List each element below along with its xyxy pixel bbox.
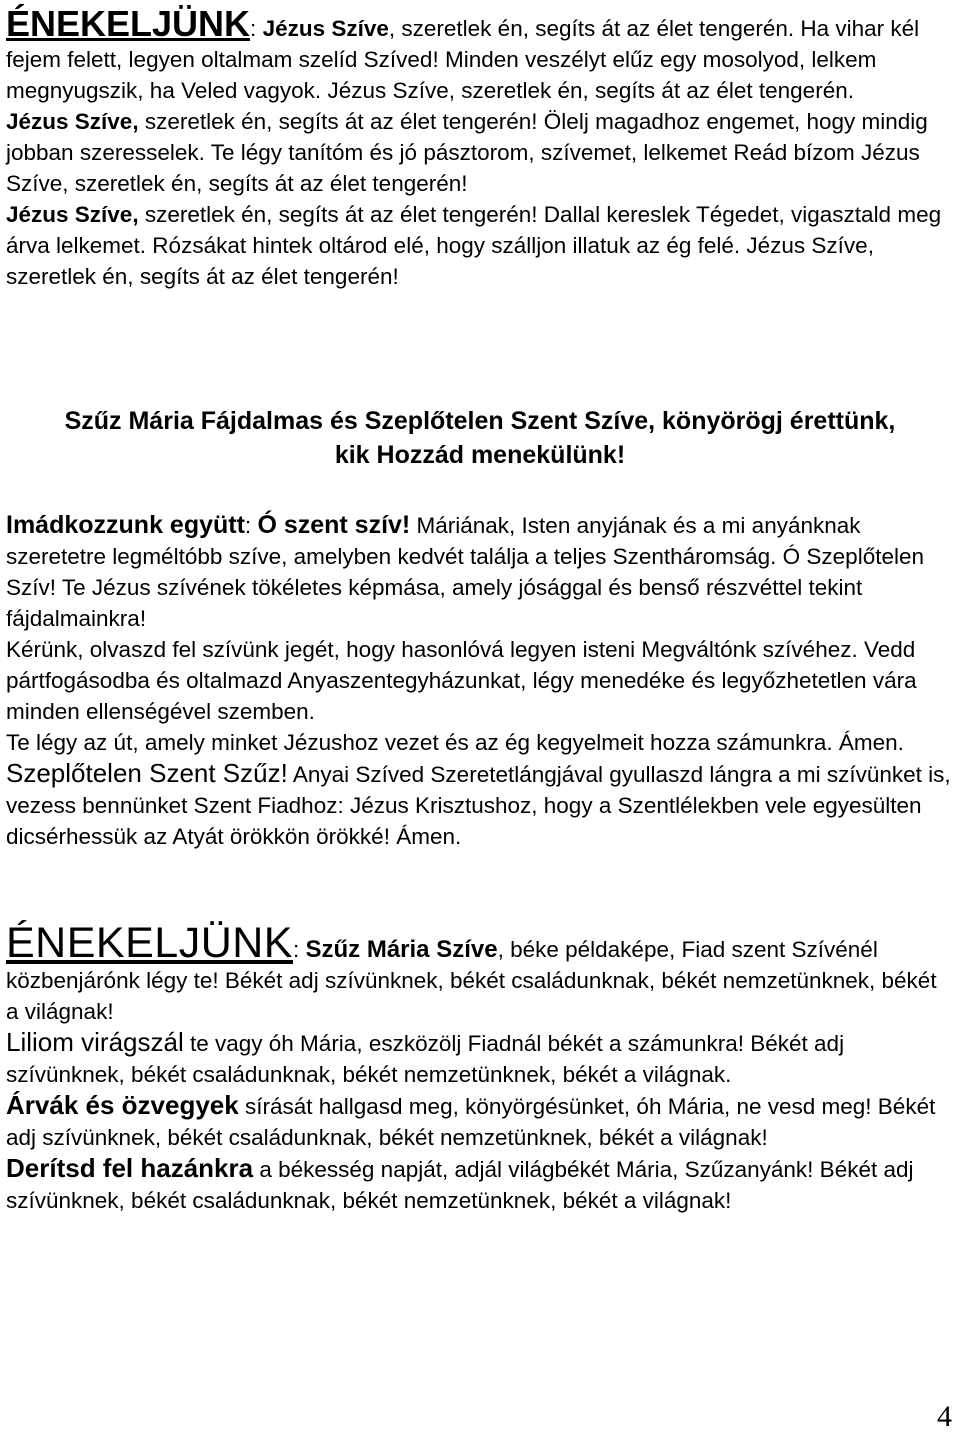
heading-colon: : <box>292 937 306 962</box>
prayer-text: Máriának, Isten anyjának és a mi anyánknak szeretetre legméltóbb szíve, amelyben kedvét találja a teljes Szentháromság. Ó Szeplőtelen Szív! Te Jézus szívének tökéletes képmása, amely jósággal és benső részvéttel tekint fájdalmainkra! <box>6 513 924 631</box>
song-text: szeretlek én, segíts át az élet tengerén! Ölelj magadhoz engemet, hogy mindig jobban szeresselek. Te légy tanítóm és jó pásztorom, szívemet, lelkemet Reád bízom Jézus Szíve, szeretlek én, segíts át az élet tengerén! <box>6 109 928 196</box>
emphasis-text: Jézus Szíve, <box>6 202 139 227</box>
emphasis-text: Szeplőtelen Szent Szűz! <box>6 758 288 788</box>
song-mary-heart <box>6 919 952 1216</box>
song-paragraph <box>6 1153 952 1216</box>
heading-colon: : <box>244 513 258 538</box>
emphasis-text: Jézus Szíve <box>262 16 389 41</box>
song-text: te vagy óh Mária, eszközölj Fiadnál békét a számunkra! Békét adj szívünknek, békét családunknak, békét nemzetünknek, békét a világnak. <box>6 1031 845 1087</box>
song-paragraph <box>6 1027 952 1090</box>
prayer-paragraph: Te légy az út, amely minket Jézushoz vezet és az ég kegyelmeit hozza számunkra. Ámen. <box>6 730 904 755</box>
page-number: 4 <box>937 1400 952 1433</box>
song-text: szeretlek én, segíts át az élet tengerén! Dallal kereslek Tégedet, vigasztald meg árva lelkemet. Rózsákat hintek oltárod elé, hogy szálljon illatuk az ég felé. Jézus Szíve, szeretlek én, segíts át az élet tengerén! <box>6 202 942 289</box>
prayer-paragraph <box>6 510 952 634</box>
section-heading: ÉNEKELJÜNK <box>6 919 293 967</box>
song-text: sírását hallgasd meg, könyörgésünket, óh Mária, ne vesd meg! Békét adj szívünknek, békét családunknak, békét nemzetünknek, békét a világnak! <box>6 1094 936 1150</box>
prayer-section <box>6 510 952 852</box>
song-text: , szeretlek én, segíts át az élet tengerén. Ha vihar kél fejem felett, legyen oltalmam szelíd Szíved! Minden veszélyt elűz egy mosolyod, lelkem megnyugszik, ha Veled vagyok. Jézus Szíve, szeretlek én, segíts át az élet tengerén. <box>6 16 920 103</box>
emphasis-text: Jézus Szíve, <box>6 109 139 134</box>
section-heading: Imádkozzunk együtt <box>6 511 245 539</box>
emphasis-text: Szűz Mária Szíve <box>305 936 498 963</box>
emphasis-text: Liliom virágszál <box>6 1027 184 1057</box>
prayer-paragraph <box>6 758 952 852</box>
song-paragraph <box>6 1090 952 1153</box>
song-jesus-heart <box>6 3 952 292</box>
emphasis-text: Ó szent szív! <box>257 511 411 539</box>
emphasis-text: Árvák és özvegyek <box>6 1090 239 1120</box>
prayer-text: Anyai Szíved Szeretetlángjával gyullaszd lángra a mi szívünket is, vezess bennünket Szent Fiadhoz: Jézus Krisztushoz, hogy a Szentlélekben vele egyesülten dicsérhessük az Atyát örökkön örökké! Ámen. <box>6 762 951 849</box>
heading-colon: : <box>250 16 263 41</box>
song-text: , béke példaképe, Fiad szent Szívénél közbenjárónk légy te! Békét adj szívünknek, békét családunknak, békét nemzetünknek, békét a világnak! <box>6 937 937 1024</box>
invocation-text: Szűz Mária Fájdalmas és Szeplőtelen Szent Szíve, könyörögj érettünk, kik Hozzád menekülünk! <box>64 407 896 469</box>
song-text: a békesség napját, adjál világbékét Mária, Szűzanyánk! Békét adj szívünknek, békét családunknak, békét nemzetünknek, békét a világnak! <box>6 1157 914 1213</box>
section-heading: ÉNEKELJÜNK <box>6 3 251 44</box>
song-jesus-heart-text <box>6 3 952 292</box>
song-paragraph <box>6 919 952 1027</box>
invocation <box>0 404 960 472</box>
emphasis-text: Derítsd fel hazánkra <box>6 1153 254 1183</box>
prayer-paragraph: Kérünk, olvaszd fel szívünk jegét, hogy hasonlóvá legyen isteni Megváltónk szívéhez. Vedd pártfogásodba és oltalmazd Anyaszentegyházunkat, légy menedéke és legyőzhetetlen vára minden ellenségével szemben. <box>6 637 917 724</box>
